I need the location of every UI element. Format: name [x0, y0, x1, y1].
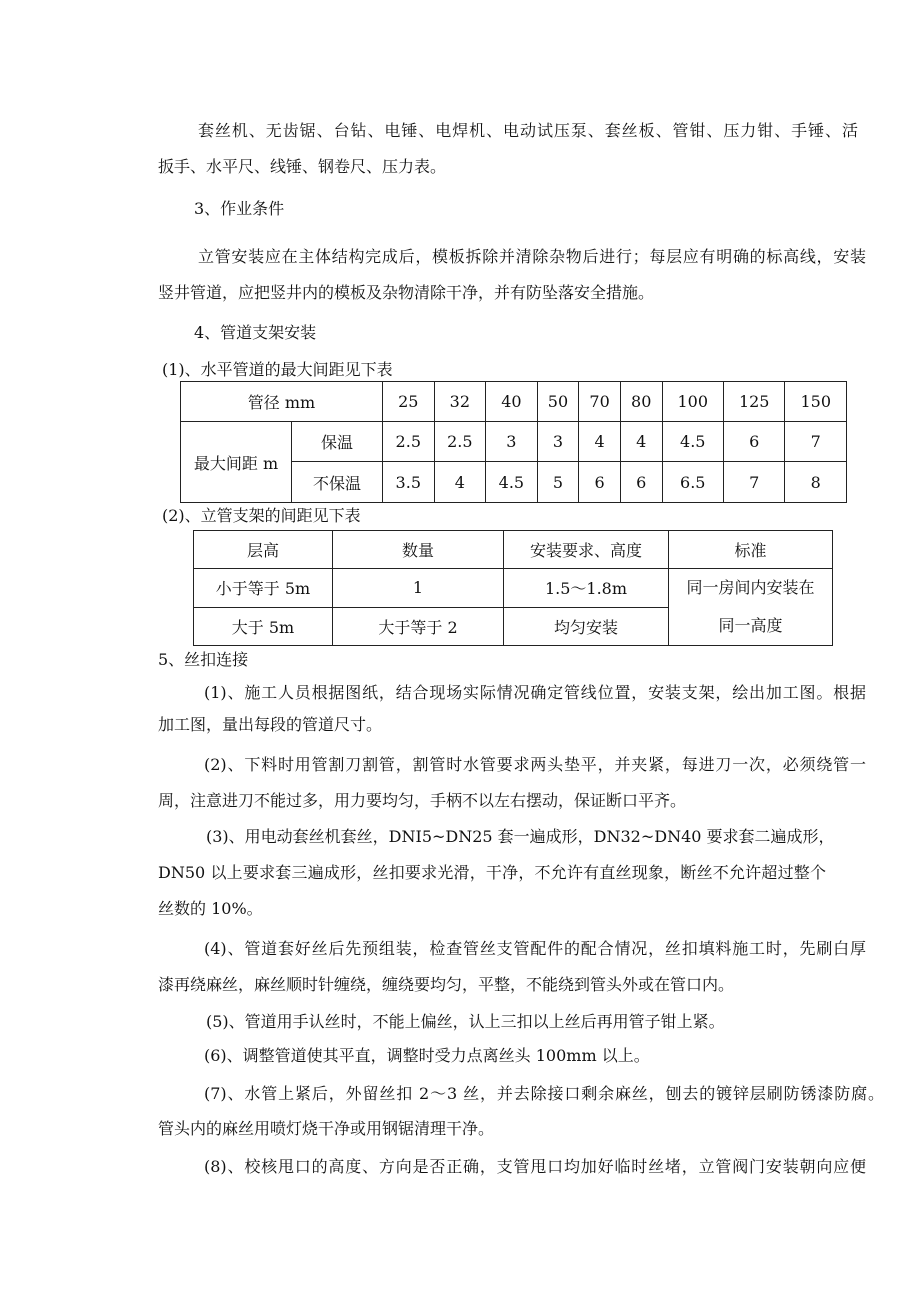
header-cell: 安装要求、高度	[504, 531, 669, 569]
cell: 大于等于 2	[333, 607, 504, 646]
section-5-heading: 5、丝扣连接	[158, 650, 249, 669]
section-3-heading: 3、作业条件	[194, 199, 285, 218]
cell: 大于 5m	[194, 607, 333, 646]
diameter-cell: 100	[662, 382, 723, 422]
table-row	[194, 531, 833, 569]
cell: 小于等于 5m	[194, 569, 333, 608]
value-cell: 6	[620, 462, 662, 503]
p3-line-1: (3)、用电动套丝机套丝，DNI5~DN25 套一遍成形，DN32~DN40 要求套二遍成形，	[206, 827, 835, 846]
p4-line-1: (4)、管道套好丝后先预组装，检查管丝支管配件的配合情况，丝扣填料施工时，先刷白厚	[204, 939, 866, 958]
value-cell: 6.5	[662, 462, 723, 503]
diameter-cell: 25	[383, 382, 435, 422]
value-cell: 4.5	[486, 462, 538, 503]
diameter-cell: 80	[620, 382, 662, 422]
header-cell: 标准	[669, 531, 833, 569]
p2-line-1: (2)、下料时用管割刀割管，割管时水管要求两头垫平，并夹紧，每进刀一次，必须绕管一	[204, 755, 866, 774]
diameter-cell: 50	[537, 382, 579, 422]
value-cell: 4.5	[662, 422, 723, 462]
vertical-spacing-table	[193, 530, 833, 646]
p7-line-2: 管头内的麻丝用喷灯烧干净或用钢锯清理干净。	[158, 1119, 495, 1138]
value-cell: 6	[579, 462, 621, 503]
row-label: 最大间距 m	[181, 422, 292, 503]
value-cell: 3	[537, 422, 579, 462]
value-cell: 4	[434, 462, 486, 503]
section-3-line-1: 立管安装应在主体结构完成后，模板拆除并清除杂物后进行；每层应有明确的标高线，安装	[198, 247, 866, 266]
table-row	[194, 569, 833, 608]
section-3-line-2: 竖井管道，应把竖井内的模板及杂物清除干净，并有防坠落安全措施。	[158, 283, 655, 302]
horizontal-spacing-table	[180, 381, 847, 503]
p7-line-1: (7)、水管上紧后，外留丝扣 2～3 丝，并去除接口剩余麻丝，刨去的镀锌层刷防锈漆防腐。	[204, 1084, 884, 1103]
header-cell: 数量	[333, 531, 504, 569]
value-cell: 6	[723, 422, 784, 462]
sub-label: 保温	[292, 422, 383, 462]
sub-label: 不保温	[292, 462, 383, 503]
table-2-caption: (2)、立管支架的间距见下表	[162, 506, 361, 525]
p3-line-3: 丝数的 10%。	[158, 899, 263, 918]
section-4-heading: 4、管道支架安装	[194, 323, 317, 342]
diameter-cell: 70	[579, 382, 621, 422]
value-cell: 2.5	[383, 422, 435, 462]
value-cell: 4	[620, 422, 662, 462]
value-cell: 5	[537, 462, 579, 503]
value-cell: 8	[785, 462, 847, 503]
value-cell: 2.5	[434, 422, 486, 462]
p2-line-2: 周，注意进刀不能过多，用力要均匀，手柄不以左右摆动，保证断口平齐。	[158, 791, 687, 810]
cell: 1	[333, 569, 504, 608]
value-cell: 7	[723, 462, 784, 503]
tools-line-2: 扳手、水平尺、线锤、钢卷尺、压力表。	[158, 157, 447, 176]
tools-line-1: 套丝机、无齿锯、台钻、电锤、电焊机、电动试压泵、套丝板、管钳、压力钳、手锤、活	[198, 121, 858, 140]
p1-line-1: (1)、施工人员根据图纸，结合现场实际情况确定管线位置，安装支架，绘出加工图。根据	[204, 683, 866, 702]
table-1-caption: (1)、水平管道的最大间距见下表	[162, 360, 393, 379]
table-row	[181, 382, 847, 422]
standard-line-2: 同一高度	[718, 616, 783, 635]
cell: 均匀安装	[504, 607, 669, 646]
value-cell: 7	[785, 422, 847, 462]
cell: 1.5～1.8m	[504, 569, 669, 608]
p8-line-1: (8)、校核甩口的高度、方向是否正确，支管甩口均加好临时丝堵，立管阀门安装朝向应便	[204, 1157, 866, 1176]
diameter-cell: 40	[486, 382, 538, 422]
p6: (6)、调整管道使其平直，调整时受力点离丝头 100mm 以上。	[204, 1046, 650, 1065]
value-cell: 4	[579, 422, 621, 462]
standard-line-1: 同一房间内安装在	[686, 578, 815, 597]
p1-line-2: 加工图，量出每段的管道尺寸。	[158, 715, 383, 734]
p5: (5)、管道用手认丝时，不能上偏丝，认上三扣以上丝后再用管子钳上紧。	[206, 1012, 725, 1031]
p4-line-2: 漆再绕麻丝，麻丝顺时针缠绕，缠绕要均匀，平整，不能绕到管头外或在管口内。	[158, 975, 735, 994]
diameter-cell: 150	[785, 382, 847, 422]
diameter-cell: 125	[723, 382, 784, 422]
p3-line-2: DN50 以上要求套三遍成形，丝扣要求光滑，干净，不允许有直丝现象，断丝不允许超过整个	[158, 863, 826, 882]
value-cell: 3	[486, 422, 538, 462]
diameter-cell: 32	[434, 382, 486, 422]
value-cell: 3.5	[383, 462, 435, 503]
table-row	[181, 422, 847, 462]
standard-cell	[669, 569, 833, 646]
header-label: 管径 mm	[181, 382, 383, 422]
header-cell: 层高	[194, 531, 333, 569]
